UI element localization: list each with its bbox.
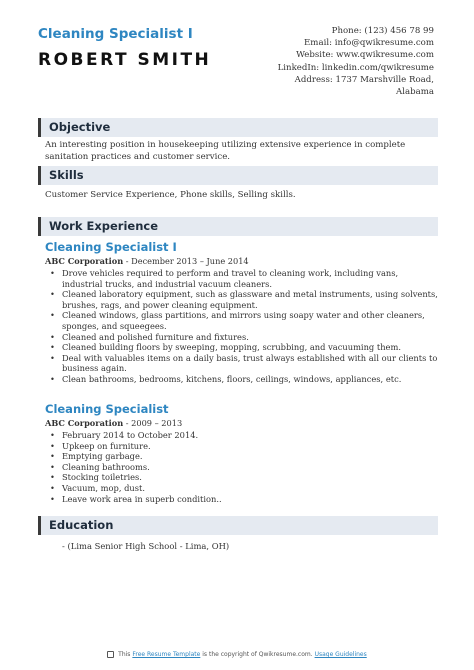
list-item: • Vacuum, mop, dust. — [45, 483, 440, 494]
job-1-dates: - December 2013 – June 2014 — [123, 256, 249, 266]
job-1-company: ABC Corporation — [45, 256, 124, 266]
list-item: • Cleaned windows, glass partitions, and mirrors using soapy water and other cleaners, sponges, and squeegees. — [45, 310, 440, 331]
contact-phone: Phone: (123) 456 78 99 — [331, 26, 434, 36]
job-1-title: Cleaning Specialist I — [45, 240, 177, 254]
job-2-company-line — [45, 418, 182, 428]
job-2-company: ABC Corporation — [45, 418, 124, 428]
footer-copyright: is the copyright of Qwikresume.com. — [202, 651, 313, 658]
job-1-company-line — [45, 256, 249, 266]
contact-address-state: Alabama — [396, 87, 434, 98]
contact-website: Website: www.qwikresume.com — [296, 50, 434, 61]
list-item: • Cleaning bathrooms. — [45, 462, 440, 473]
contact-address: Address: 1737 Marshville Road, — [294, 74, 434, 85]
list-item: • February 2014 to October 2014. — [45, 430, 440, 441]
list-item: • Drove vehicles required to perform and travel to cleaning work, including vans, industrial trucks, and industrial vacuum cleaners. — [45, 268, 440, 289]
contact-block — [234, 25, 434, 98]
resume-header — [0, 0, 474, 110]
list-item: • Cleaned laboratory equipment, such as glassware and metal instruments, using solvents, brushes, rags, and power cleaning equipment. — [45, 289, 440, 310]
list-item: • Cleaned building floors by sweeping, mopping, scrubbing, and vacuuming them. — [45, 342, 440, 353]
job-1-duties — [45, 268, 440, 385]
qwikresume-logo-icon — [107, 651, 114, 658]
contact-linkedin: LinkedIn: linkedin.com/qwikresume — [277, 62, 434, 73]
free-resume-template-link[interactable]: Free Resume Template — [132, 651, 201, 658]
skills-text: Customer Service Experience, Phone skills, Selling skills. — [45, 190, 296, 200]
usage-guidelines-link[interactable]: Usage Guidelines — [314, 651, 367, 658]
job-title: Cleaning Specialist I — [38, 26, 193, 42]
list-item: • Leave work area in superb condition.. — [45, 494, 440, 505]
list-item: • Upkeep on furniture. — [45, 441, 440, 452]
contact-email: Email: info@qwikresume.com — [304, 38, 434, 49]
job-2-duties — [45, 430, 440, 504]
candidate-name: ROBERT SMITH — [38, 50, 212, 70]
work-experience-heading: Work Experience — [38, 217, 438, 236]
list-item: • Cleaned and polished furniture and fixtures. — [45, 332, 440, 343]
list-item: • Clean bathrooms, bedrooms, kitchens, floors, ceilings, windows, appliances, etc. — [45, 374, 440, 385]
job-2-dates: - 2009 – 2013 — [123, 418, 183, 428]
list-item: • Emptying garbage. — [45, 451, 440, 462]
job-2-title: Cleaning Specialist — [45, 402, 169, 416]
footer — [0, 651, 474, 658]
footer-prefix: This — [118, 651, 131, 658]
list-item: • Stocking toiletries. — [45, 472, 440, 483]
objective-heading: Objective — [38, 118, 438, 137]
objective-text: An interesting position in housekeeping utilizing extensive experience in complete sanitation practices and customer service. — [45, 140, 406, 162]
skills-heading: Skills — [38, 166, 438, 185]
education-entry: - (Lima Senior High School - Lima, OH) — [62, 541, 230, 551]
list-item: • Deal with valuables items on a daily basis, trust always established with all our clients to business again. — [45, 353, 440, 374]
education-heading: Education — [38, 516, 438, 535]
